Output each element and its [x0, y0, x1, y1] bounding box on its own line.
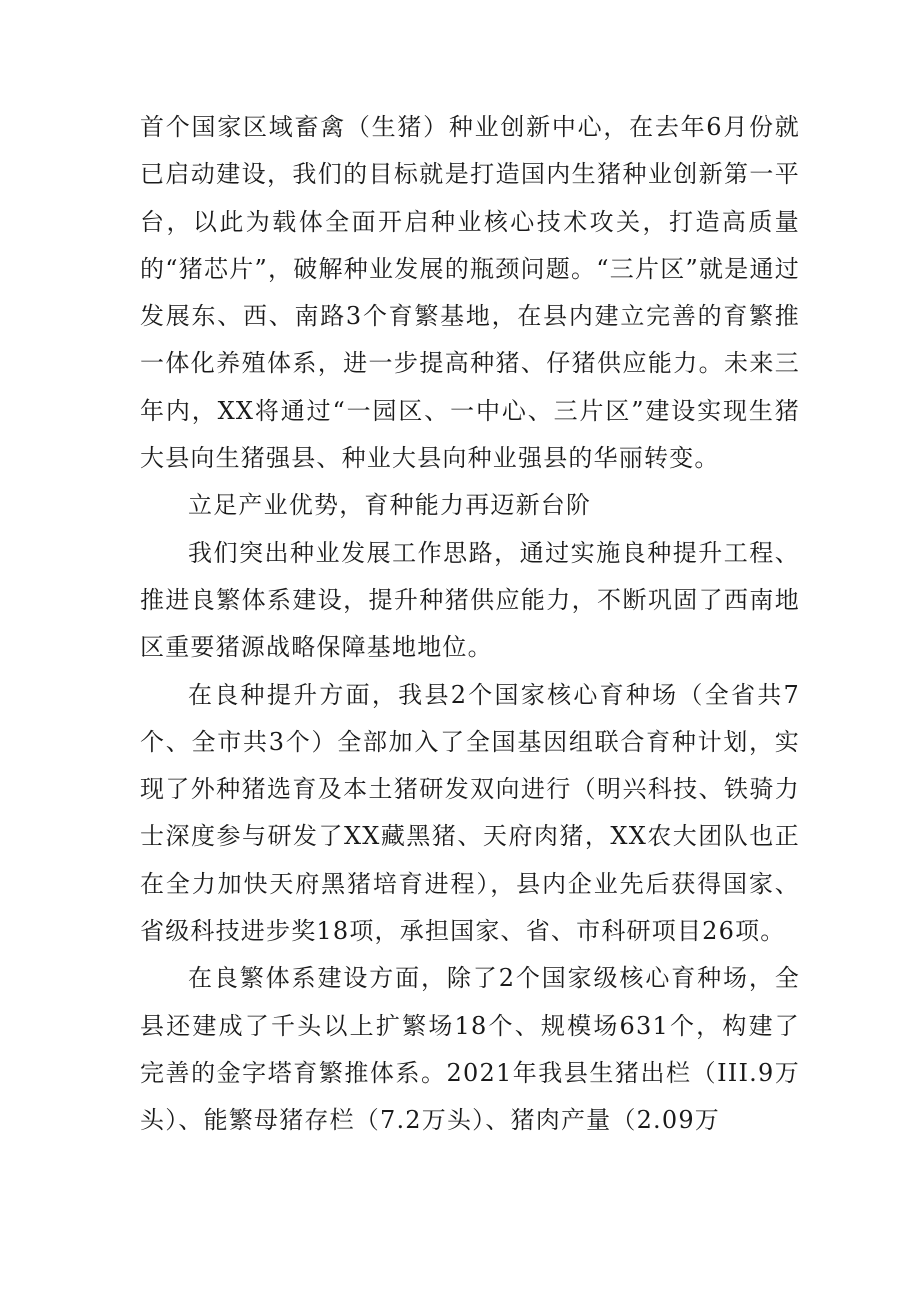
paragraph-breed-improvement: 在良种提升方面，我县2个国家核心育种场（全省共7个、全市共3个）全部加入了全国基因组联合育种计划，实现了外种猪选育及本土猪研发双向进行（明兴科技、铁骑力士深度参与研发了XX藏黑猪、天府肉猪，XX农大团队也正在全力加快天府黑猪培育进程），县内企业先后获得国家、省级科技进步奖18项，承担国家、省、市科研项目26项。 [140, 680, 800, 946]
document-page [140, 104, 800, 1145]
paragraph-continuation: 首个国家区域畜禽（生猪）种业创新中心，在去年6月份就已启动建设，我们的目标就是打造国内生猪种业创新第一平台，以此为载体全面开启种业核心技术攻关，打造高质量的“猪芯片”，破解种业发展的瓶颈问题。“三片区”就是通过发展东、西、南路3个育繁基地，在县内建立完善的育繁推一体化养殖体系，进一步提高种猪、仔猪供应能力。未来三年内，XX将通过“一园区、一中心、三片区”建设实现生猪大县向生猪强县、种业大县向种业强县的华丽转变。 [140, 113, 800, 473]
paragraph-work-approach: 我们突出种业发展工作思路，通过实施良种提升工程、推进良繁体系建设，提升种猪供应能力，不断巩固了西南地区重要猪源战略保障基地地位。 [140, 538, 800, 662]
paragraph-breeding-system: 在良繁体系建设方面，除了2个国家级核心育种场，全县还建成了千头以上扩繁场18个、规模场631个，构建了完善的金字塔育繁推体系。2021年我县生猪出栏（III.9万头）、能繁母猪存栏（7.2万头）、猪肉产量（2.09万 [140, 964, 800, 1135]
section-heading: 立足产业优势，育种能力再迈新台阶 [188, 491, 592, 520]
